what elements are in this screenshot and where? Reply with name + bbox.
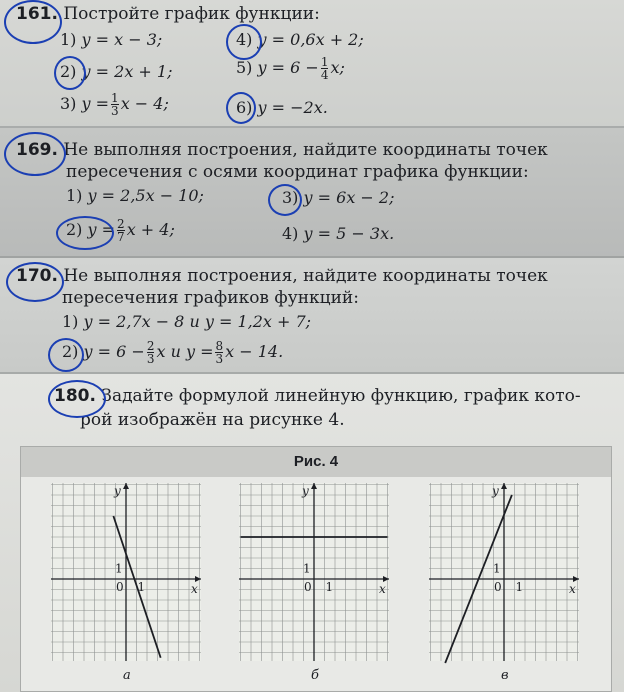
origin-label: 0 — [304, 580, 312, 594]
problem-header-cont: пересечения графиков функций: — [62, 288, 359, 308]
y-unit-label: 1 — [493, 561, 501, 576]
problem-161 — [0, 0, 624, 128]
problem-number: 180. — [54, 386, 96, 406]
list-item: 1) y = 2,7x − 8 и y = 1,2x + 7; — [62, 312, 312, 331]
figure-title: Рис. 4 — [293, 453, 339, 470]
x-axis-label: x — [191, 582, 198, 596]
graph-svg — [239, 483, 389, 687]
list-item: 4) y = 5 − 3x. — [282, 224, 395, 243]
list-item: 1) y = 2,5x − 10; — [66, 186, 204, 205]
list-item: 3) y = $\frac{1}{3}$ x − 4; — [60, 91, 169, 118]
y-axis-label: y — [114, 484, 121, 498]
panel-caption: в — [501, 668, 509, 683]
problem-170 — [0, 258, 624, 374]
panel-caption: б — [311, 668, 319, 683]
pen-circle — [48, 380, 106, 418]
list-item: 6) y = −2x. — [236, 98, 328, 117]
problem-number: 170. — [16, 266, 58, 286]
list-item: 4) y = 0,6x + 2; — [236, 30, 364, 49]
y-unit-label: 1 — [115, 561, 123, 576]
x-unit-label: 1 — [515, 580, 524, 594]
list-item: 2) y = $\frac{2}{7}$ x + 4; — [66, 217, 175, 244]
pen-circle — [6, 262, 64, 302]
list-item: 5) y = 6 − $\frac{1}{4}$ x; — [236, 55, 345, 82]
pen-circle — [56, 216, 114, 250]
problem-header: Не выполняя построения, найдите координаты точек — [63, 266, 548, 286]
x-unit-label: 1 — [137, 580, 146, 594]
list-item: 2) y = 6 − $\frac{2}{3}$ x и y = $\frac{8}{3}$ x − 14. — [62, 339, 284, 366]
x-axis-label: x — [569, 582, 576, 596]
graph-panel-b — [239, 483, 389, 691]
problem-number: 161. — [16, 4, 58, 24]
problem-header-cont: рой изображён на рисунке 4. — [80, 410, 345, 430]
problem-header: Задайте формулой линейную функцию, график кото- — [101, 386, 581, 406]
y-unit-label: 1 — [303, 561, 311, 576]
x-unit-label: 1 — [325, 580, 334, 594]
graph-svg — [51, 483, 201, 687]
graph-svg — [429, 483, 579, 687]
origin-label: 0 — [116, 580, 124, 594]
graph-panel-c — [429, 483, 579, 691]
graph-panel-a — [51, 483, 201, 691]
pen-circle — [4, 0, 62, 44]
problem-number: 169. — [16, 140, 58, 160]
pen-circle — [268, 184, 302, 216]
list-item: 2) y = 2x + 1; — [60, 62, 173, 81]
y-axis-label: y — [302, 484, 309, 498]
panel-caption: а — [123, 668, 131, 683]
pen-circle — [48, 338, 84, 372]
figure-4 — [20, 446, 612, 692]
pen-circle — [226, 24, 262, 60]
pen-circle — [226, 92, 256, 124]
problem-header: Не выполняя построения, найдите координаты точек — [63, 140, 548, 160]
pen-circle — [4, 132, 66, 176]
list-item: 1) y = x − 3; — [60, 30, 163, 49]
problem-header-cont: пересечения с осями координат графика функции: — [66, 162, 529, 182]
x-axis-label: x — [379, 582, 386, 596]
problem-header: Постройте график функции: — [63, 4, 320, 24]
list-item: 3) y = 6x − 2; — [282, 188, 395, 207]
problem-180 — [0, 374, 624, 692]
pen-circle — [54, 56, 86, 90]
y-axis-label: y — [492, 484, 499, 498]
origin-label: 0 — [494, 580, 502, 594]
problem-169 — [0, 128, 624, 258]
